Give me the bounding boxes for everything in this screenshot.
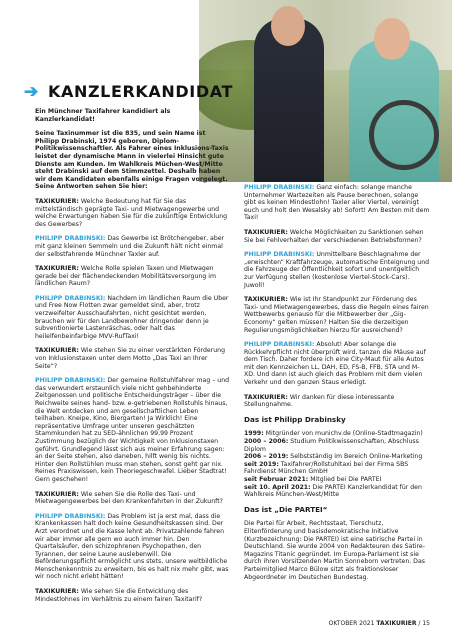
photo-person-left-head: [271, 6, 305, 46]
partei-heading: Das ist „Die PARTEI“: [244, 504, 328, 514]
bio-year: seit 10. April 2021:: [244, 483, 311, 491]
bio-year: seit Februar 2021:: [244, 476, 309, 483]
lead-paragraph: Seine Taxinummer ist die 835, und sein Name ist Philipp Drabinski, 1974 geboren, Diplom-Politikwissenschaftler. Als Fahrer eines Inklusions-Taxis leistet der dynamische Mann in vielerlei Hinsicht gute Dienste am Kunden. Im Wahlkreis Müchen-West/Mitte steht Drabinski auf dem Stimmzettel. Deshalb haben wir dem Kandidaten ebenfalls einige Fragen vorgelegt. Seine Antworten sehen Sie hier:: [35, 130, 229, 191]
qa-item: [35, 295, 230, 341]
right-column: [244, 184, 430, 588]
bio-text: Taxifahrer/Rollstuhltaxi bei der Firma SBS Fahrdienst München GmbH: [244, 460, 409, 476]
bio-year: 2000 – 2006:: [244, 438, 289, 446]
question-label: TAXIKURIER:: [35, 265, 79, 273]
bio-text: Die PARTEI Kanzlerkandidat für den Wahlkreis München-West/Mitte: [244, 483, 422, 499]
qa-item: [35, 588, 230, 603]
footer-magazine: TAXIKURIER: [376, 620, 417, 627]
question-text: Wie sehen Sie die Entwicklung des Mindestlohnes im Verhältnis zu einem fairen Taxitarif?: [35, 588, 203, 603]
bio-text: Mitgründer von munichv.de (Online-Stadtmagazin): [263, 430, 423, 438]
bio-entry: [244, 461, 430, 476]
bio-entry: [244, 484, 430, 499]
qa-item: [244, 341, 430, 387]
bio-entry: [244, 438, 430, 453]
question-label: TAXIKURIER:: [244, 393, 288, 401]
footer-page: / 15: [418, 620, 430, 627]
bio-text: Mitglied bei Die PARTEI: [308, 476, 382, 483]
qa-item: [244, 394, 430, 409]
question-text: Wie stehen Sie zu einer verstärkten Förderung von Inklusionstaxen unter dem Motto „Das Taxi an Ihrer Seite“?: [35, 347, 225, 370]
question-label: TAXIKURIER:: [244, 296, 288, 304]
bio-year: 1999:: [244, 430, 264, 438]
bio-text: Studium Politikwissenschaften, Abschluss Diplom: [244, 438, 419, 453]
question-text: Welche Rolle spielen Taxen und Mietwagen gerade bei der flächendeckenden Mobilitätsversorgung im ländlichen Raum?: [35, 265, 216, 288]
intro-line: Ein Münchner Taxifahrer kandidiert als Kanzlerkandidat!: [35, 108, 171, 123]
answer-text: Unmittelbare Beschlagnahme der „erwischten“ Kraftfahrzeuge, automatische Enteignung und die Fahrzeuge der Öffentlichkeit sofort und unentgeltlich zur Verfügung stellen (kostenlose Viertel-Stock-Cars). Juwoll!: [244, 251, 430, 289]
question-text: Welche Möglichkeiten zu Sanktionen sehen Sie bei Fehlverhalten der verschiedenen Betriebsformen?: [244, 228, 424, 244]
answer-label: PHILIPP DRABINSKI:: [35, 294, 106, 302]
left-column: [35, 108, 230, 610]
answer-text: Absolut! Aber solange die Rückkehrpflicht nicht überprüft wird, tanzen die Mäuse auf dem Tisch. Daher fordere ich eine City-Maut für alle Autos mit den Kennzeichen LL, DAH, ED, FS-B, FFB, STA und M-XD. Und dann ist auch gleich das Problem mit dem vielen Verkehr und den ganzen Staus erledigt.: [244, 341, 426, 387]
question-text: Wie sehen Sie die Rolle des Taxi- und Mietwagengewerbes bei den Krankenfahrten in der Zukunft?: [35, 490, 223, 506]
qa-item: [35, 377, 230, 483]
answer-text: Das Gewerbe ist Brötchengeber, aber mit ganz kleinen Semmeln und die Zukunft hält nicht einmal der selbstfahrende Münchner Taxler auf.: [35, 235, 225, 258]
answer-label: PHILIPP DRABINSKI:: [244, 184, 315, 191]
qa-item: [35, 265, 230, 288]
answer-label: PHILIPP DRABINSKI:: [35, 377, 106, 385]
qa-item: [35, 491, 230, 506]
answer-label: PHILIPP DRABINSKI:: [244, 251, 315, 259]
bio-year: seit 2019:: [244, 460, 279, 468]
footer-issue: OKTOBER 2021: [328, 620, 375, 627]
arrow-right-icon: ➔: [24, 81, 39, 101]
question-label: TAXIKURIER:: [35, 490, 79, 498]
right-qa-list: [244, 184, 430, 409]
left-qa-list: [35, 198, 230, 603]
bio-year: 2006 – 2019:: [244, 453, 289, 461]
question-label: TAXIKURIER:: [244, 228, 288, 236]
bio-text: Selbstständig im Bereich Online-Marketing: [288, 453, 423, 461]
qa-item: [244, 229, 430, 244]
answer-text: Das Problem ist ja erst mal, dass die Krankenkassen halt doch keine Gesundheitskassen sind. Der Arzt verordnet und die Kasse lehnt ab. Privatzahlende fahren wir aber immer alle gern wo auch immer hin. Den Quartalsäufer, den schizophrenen Psychopathen, den Tyrannen, der seine Laune auslebenwill. Die Beförderungspflicht ermöglicht uns stets, unsere weltbildliche Menschenkenntnis zu erweitern, bis es halt nix mehr gibt, was wir noch nicht erlebt hätten!: [35, 512, 229, 581]
question-label: TAXIKURIER:: [35, 588, 79, 596]
page-footer: [300, 620, 430, 627]
photo-wheel: [369, 100, 439, 170]
qa-item: [35, 235, 230, 258]
qa-item: [244, 251, 430, 289]
bio-list: [244, 430, 430, 498]
question-label: TAXIKURIER:: [35, 197, 79, 205]
article-title: KANZLERKANDIDAT: [48, 82, 233, 101]
qa-item: [35, 513, 230, 581]
partei-paragraph: Die Partei für Arbeit, Rechtsstaat, Tierschutz, Elitenförderung und basisdemokratische Initiative (Kurzbezeichnung: Die PARTEI) ist eine satirische Partei in Deutschland. Sie wurde 2004 von Redakteuren des Satire-Magazins Titanic gegründet. Im Europa-Parlament ist sie durch ihren Vorsitzenden Martin Sonneborn vertreten. Das Parteimitglied Marco Bülow sitzt als fraktionsloser Abgeordneter im Deutschen Bundestag.: [244, 520, 425, 581]
bio-entry: [244, 453, 430, 461]
bio-heading: Das ist Philipp Drabinsky: [244, 414, 346, 424]
cover-photo: [199, 0, 452, 182]
answer-label: PHILIPP DRABINSKI:: [35, 512, 106, 520]
qa-item: [244, 184, 430, 222]
question-text: Welche Bedeutung hat für Sie das mittelständisch geprägte Taxi- und Mietwagengewerbe und welche Erwartungen haben Sie für die zukünftige Entwicklung des Gewerbes?: [35, 197, 228, 228]
answer-text: Nachdem im ländlichen Raum die Uber und Free Now Flotten zwar gemeldet sind, aber, trotz verzweifelter Ausschaufahrten, nicht gesichtet werden, brauchen wir für den Landbewohner dringender denn je subventionierte Lastenräschas, oder halt das heilelfenbeinfarbige MVV-RufTaxi!: [35, 294, 229, 340]
question-text: Wie ist Ihr Standpunkt zur Förderung des Taxi- und Mietwagengewerbes, dass die Regeln eines fairen Wettbewerbs genauso für die Mitbewerber der „Gig-Economy“ gelten müssen? Halten Sie die derzeitigen Regulierungsmöglichkeiten hierzu für ausreichend?: [244, 296, 429, 334]
question-text: Wir danken für diese interessante Stellungnahme.: [244, 393, 395, 409]
answer-label: PHILIPP DRABINSKI:: [244, 341, 315, 349]
photo-person-right-head: [374, 18, 410, 60]
question-label: TAXIKURIER:: [35, 347, 79, 355]
answer-label: PHILIPP DRABINSKI:: [35, 235, 106, 243]
answer-text: Der gemeine Rollstuhlfahrer mag – und das verwundert erstaunlich viele nicht gehbehinderte Zeitgenossen und politische Entscheidungsträger – über die Reichweite seines hand- bzw. e-getriebenen Rollstuhls hinaus, die Welt entdecken und am gesellschaftlichen Leben teilhaben. Kneipe, Kino, Biergarten! Ja Wirklich! Eine repräsentative Umfrage unter unseren geschätzten Stammkunden hat zu SED-ähnlichen 99,99 Prozent Zustimmung bezüglich der Wichtigkeit von Inklusionstaxen geführt. Grundlegend lässt sich aus meiner Erfahrung sagen: an der Seite stehen, also daneben, hilft wenig bis nichts. Hinter den Rollstühlen muss man stehen, sonst geht gar nix. Reines Praxiswissen, kein Theoriegeschwafel. Lieber Stadtrat! Gern geschehen!: [35, 377, 230, 483]
qa-item: [35, 198, 230, 228]
qa-item: [244, 296, 430, 334]
article-header: [24, 82, 233, 101]
bio-entry: [244, 476, 430, 484]
answer-text: Ganz einfach: solange manche Unternehmer Wartezeiten als Pause berechnen, solange gibt es keinen Mindestlohn! Taxler aller Viertel, vereinigt euch und holt den Wesalsky ab! Sofort! Am Besten mit dem Taxi!: [244, 184, 430, 222]
qa-item: [35, 347, 230, 370]
bio-entry: [244, 430, 430, 438]
